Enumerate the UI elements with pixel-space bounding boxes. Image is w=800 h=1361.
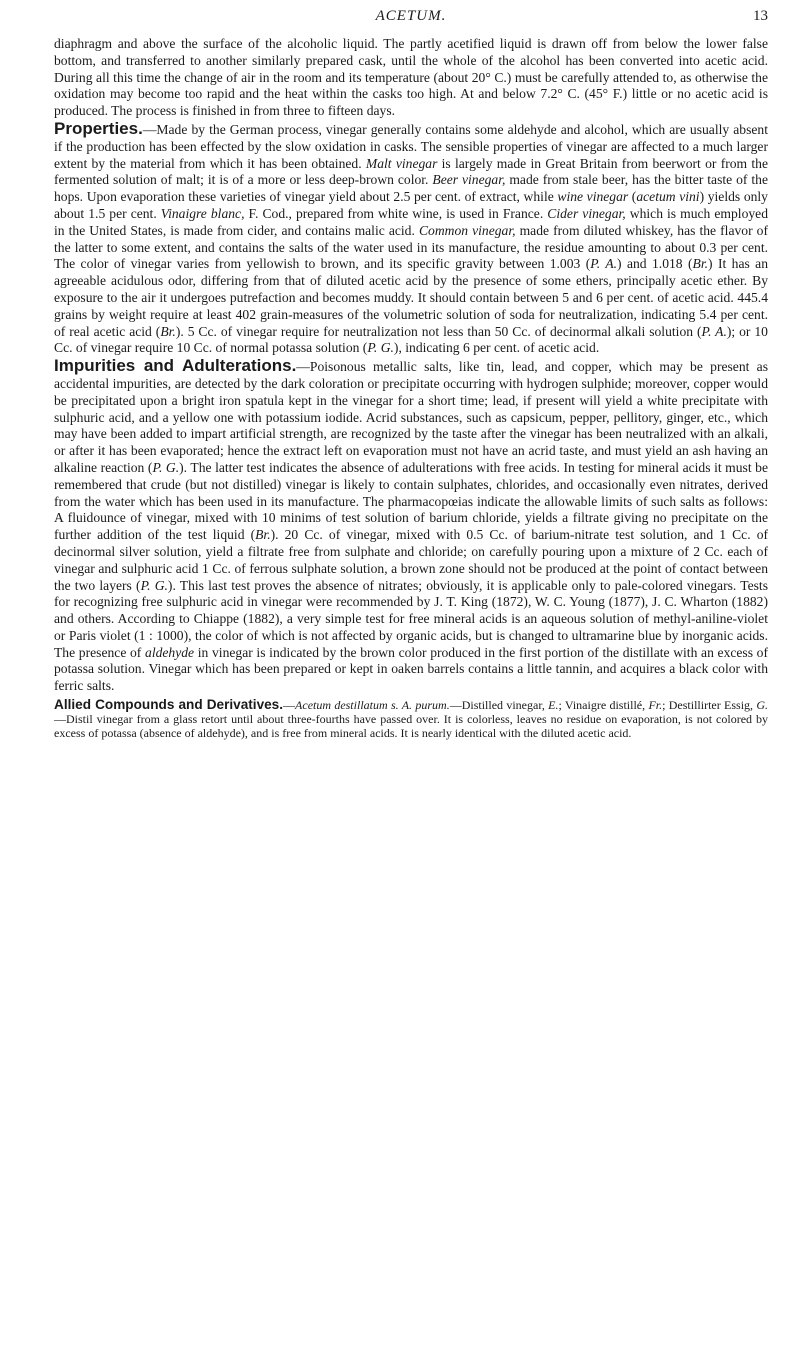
section-heading-impurities: Impurities and Adulterations. <box>54 356 297 376</box>
running-head <box>54 8 768 36</box>
section-heading-allied: Allied Compounds and Derivatives. <box>54 697 284 713</box>
paragraph-impurities: Impurities and Adulterations.—Poisonous metallic salts, like tin, lead, and copper, which may be present as accidental impurities, are detected by the dark coloration or precipitate occurring with hydrogen sulphide; moreover, copper would be precipitated upon a bright iron spatula kept in the vinegar for a short time; lead, if present will yield a white precipitate with sulphuric acid, and a yellow one with potassium iodide. Acrid substances, such as capsicum, pepper, pellitory, ginger, etc., which may have been added to impart artificial strength, are recognized by the taste after the vinegar has been neutralized with an alkali, or after it has been evaporated; hence the extract left on evaporation must not have an acrid taste, and must yield an ash having an alkaline reaction (P. G.). The latter test indicates the absence of adulterations with free acids. In testing for mineral acids it must be remembered that crude (but not distilled) vinegar is likely to contain sulphates, chlorides, and occasionally even nitrates, derived from the water which has been used in its manufacture. The pharmacopœias indicate the allowable limits of such salts as follows: A fluidounce of vinegar, mixed with 10 minims of test solution of barium chloride, yields a filtrate giving no precipitate on the further addition of the test liquid (Br.). 20 Cc. of vinegar, mixed with 0.5 Cc. of barium-nitrate test solution, and 1 Cc. of decinormal silver solution, yield a filtrate free from sulphate and chloride; on carefully pouring upon a mixture of 2 Cc. each of vinegar and sulphuric acid 1 Cc. of ferrous sulphate solution, a brown zone should not be produced at the point of contact between the two layers (P. G.). This last test proves the absence of nitrates; obviously, it is applicable only to pale-colored vinegars. Tests for recognizing free sulphuric acid in vinegar were recommended by J. T. King (1872), W. C. Young (1877), J. C. Wharton (1882) and others. According to Chiappe (1882), a very simple test for free mineral acids is an aqueous solution of methyl-aniline-violet or Paris violet (1 : 1000), the color of which is not affected by organic acids, but is changed to ultramarine blue by inorganic acids. The presence of aldehyde in vinegar is indicated by the brown color produced in the first portion of the distillate with an excess of potassa solution. Vinegar which has been prepared or kept in oaken barrels contains a little tannin, and acquires a black color with ferric salts. <box>54 356 769 694</box>
book-page <box>0 8 800 1361</box>
paragraph-allied-compounds: Allied Compounds and Derivatives.—Acetum destillatum s. A. purum.—Distilled vinegar, E.; Vinaigre distillé, Fr.; Destillirter Essig, G.—Distil vinegar from a glass retort until about three-fourths have passed over. It is colorless, leaves no residue on evaporation, is not colored by excess of potassa (absence of aldehyde), and is free from mineral acids. It is nearly identical with the diluted acetic acid. <box>54 697 769 741</box>
paragraph-acetification-process: diaphragm and above the surface of the alcoholic liquid. The partly acetified liquid is drawn off from below the lower false bottom, and transferred to another similarly prepared cask, until the whole of the alcohol has been converted into acetic acid. During all this time the change of air in the room and its temperature (about 20° C.) must be carefully attended to, as otherwise the oxidation may become too rapid and the heat within the casks too high. At and below 7.2° C. (45° F.) little or no acetic acid is produced. The process is finished in from three to fifteen days. <box>54 36 768 119</box>
page-number: 13 <box>753 8 768 24</box>
paragraph-properties: Properties.—Made by the German process, vinegar generally contains some aldehyde and alcohol, which are usually absent if the production has been effected by the slow oxidation in casks. The sensible properties of vinegar are affected to a much larger extent by the material from which it has been obtained. Malt vinegar is largely made in Great Britain from beerwort or from the fermented solution of malt; it is of a more or less deep-brown color. Beer vinegar, made from stale beer, has the bitter taste of the hops. Upon evaporation these varieties of vinegar yield about 2.5 per cent. of extract, while wine vinegar (acetum vini) yields only about 1.5 per cent. Vinaigre blanc, F. Cod., prepared from white wine, is used in France. Cider vinegar, which is much employed in the United States, is made from cider, and contains malic acid. Common vinegar, made from diluted whiskey, has the flavor of the latter to some extent, and contains the salts of the water used in its manufacture, the residue amounting to about 0.3 per cent. The color of vinegar varies from yellowish to brown, and its specific gravity between 1.003 (P. A.) and 1.018 (Br.) It has an agreeable acidulous odor, differing from that of diluted acetic acid by the presence of some ethers, principally acetic ether. By exposure to the air it undergoes putrefaction and becomes muddy. It should contain between 5 and 6 per cent. of acetic acid. 445.4 grains by weight require at least 402 grain-measures of the volumetric solution of soda for neutralization, indicating 5.4 per cent. of real acetic acid (Br.). 5 Cc. of vinegar require for neutralization not less than 50 Cc. of decinormal alkali solution (P. A.); or 10 Cc. of vinegar require 10 Cc. of normal potassa solution (P. G.), indicating 6 per cent. of acetic acid. <box>54 118 769 356</box>
body-text <box>54 36 768 741</box>
section-heading-properties: Properties. <box>54 118 143 138</box>
running-title: ACETUM. <box>375 8 447 24</box>
